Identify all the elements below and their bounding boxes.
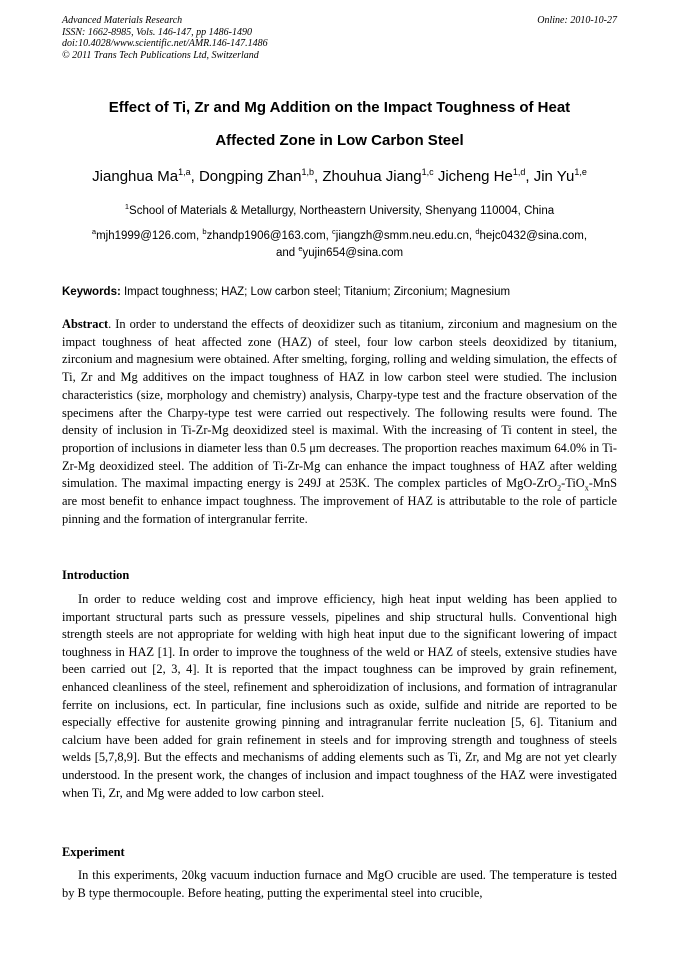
- affiliation: [62, 204, 617, 218]
- abstract-text: . In order to understand the effects of deoxidizer such as titanium, zirconium and magnesium on the impact toughness of heat affected zone (HAZ) of steel, four low carbon steels deoxidized by titanium, zirconium and magnesium were obtained. After smelting, forging, rolling and welding simulation, the effects of Ti, Zr and Mg additives on the impact toughness of HAZ in low carbon steel were studied. The inclusion characteristics (size, morphology and chemistry) analysis, Charpy-type test and the fracture observation of the specimens after the Charpy-type test were carried out respectively. The following results were found. The density of inclusion in Ti-Zr-Mg deoxidized steel is maximal. With the increasing of Ti content in steel, the proportion of inclusions in diameter less than 0.5 μm decreases. The proportion reaches maximum 64.0% in Ti-Zr-Mg deoxidized steel. The addition of Ti-Zr-Mg can enhance the impact toughness of HAZ after welding simulation. The maximal impacting energy is 249J at 253K. The complex particles of MgO-ZrO: [62, 317, 617, 491]
- keywords-label: Keywords:: [62, 286, 121, 298]
- paper-title: [62, 91, 617, 157]
- keywords-text: Impact toughness; HAZ; Low carbon steel; Titanium; Zirconium; Magnesium: [120, 286, 511, 298]
- abstract: [62, 316, 617, 528]
- journal-header: [62, 15, 617, 61]
- experiment-heading: Experiment: [62, 845, 125, 859]
- author-affiliation-mark: 1,d: [512, 167, 526, 177]
- email-address[interactable]: yujin654@sina.com: [302, 247, 404, 259]
- journal-name: Advanced Materials Research: [62, 15, 183, 26]
- author-name: Jin Yu: [533, 168, 575, 185]
- author-name: Dongping Zhan: [198, 168, 302, 185]
- author-affiliation-mark: 1,c: [421, 167, 434, 177]
- email-address[interactable]: jiangzh@smm.neu.edu.cn,: [335, 230, 476, 242]
- author-separator: ,: [314, 168, 323, 185]
- email-mark: b: [202, 227, 207, 237]
- abstract-subscript: x: [584, 483, 589, 493]
- email-address[interactable]: zhandp1906@163.com,: [206, 230, 333, 242]
- abstract-text: -TiO: [561, 476, 585, 491]
- author-separator: ,: [190, 168, 199, 185]
- abstract-subscript: 2: [557, 483, 562, 493]
- email-list: [62, 228, 617, 262]
- author-name: Jianghua Ma: [92, 168, 179, 185]
- author-name: Jicheng He: [437, 168, 513, 185]
- doi-link[interactable]: doi:10.4028/www.scientific.net/AMR.146-147.1486: [62, 38, 268, 49]
- introduction-heading: Introduction: [62, 568, 130, 582]
- introduction-paragraph: In order to reduce welding cost and improve efficiency, high heat input welding has been applied to important structural parts such as pressure vessels, pipelines and ship structural hulls. Conventional high strength steels are not appropriate for welding with high heat input due to the significant lowering of impact toughness in HAZ [1]. In order to improve the toughness of the weld or HAZ of steels, extensive studies have been carried out [2, 3, 4]. It is reported that the impact toughness can be improved by grain refinement, enhanced cleanliness of the steel, refinement and spheroidization of inclusions, and formation of intragranular ferrite on inclusions, ect. In particular, fine inclusions such as oxide, sulfide and nitride are reported to be especially effective for austenite growing pinning and intragranular ferrite nucleation [5, 6]. Titanium and calcium have been added for grain refinement in steels and for improving strength and toughness of steels welds [5,7,8,9]. But the effects and mechanisms of adding elements such as Ti, Zr, and Mg are not yet clearly understood. In the present work, the changes of inclusion and impact toughness of the HAZ were investigated when Ti, Zr, and Mg were added to low carbon steel.: [62, 592, 617, 800]
- online-date: Online: 2010-10-27: [537, 15, 617, 26]
- affiliation-text: School of Materials & Metallurgy, Northeastern University, Shenyang 110004, China: [129, 205, 555, 217]
- experiment-paragraph: In this experiments, 20kg vacuum induction furnace and MgO crucible are used. The temperature is tested by B type thermocouple. Before heating, putting the experimental steel into crucible,: [62, 868, 617, 900]
- email-mark: a: [91, 227, 97, 237]
- author-separator: ,: [525, 168, 534, 185]
- copyright-line: © 2011 Trans Tech Publications Ltd, Switzerland: [62, 49, 259, 61]
- email-mark: e: [298, 244, 303, 254]
- email-mark: d: [475, 227, 480, 237]
- abstract-label: Abstract: [62, 317, 109, 331]
- issn-line: ISSN: 1662-8985, Vols. 146-147, pp 1486-1490: [62, 26, 252, 38]
- author-affiliation-mark: 1,e: [574, 167, 587, 177]
- author-affiliation-mark: 1,b: [301, 167, 315, 177]
- email-mark: c: [332, 227, 336, 237]
- keywords: [62, 285, 617, 299]
- abstract-text: -MnS are most benefit to enhance impact toughness. The improvement of HAZ is attributable to the role of particle pinning and the formation of intergranular ferrite.: [62, 476, 617, 526]
- email-address[interactable]: hejc0432@sina.com,: [479, 230, 588, 242]
- author-list: [62, 167, 617, 187]
- email-and: and: [275, 247, 299, 259]
- affiliation-mark: 1: [124, 202, 130, 212]
- title-line-2: Affected Zone in Low Carbon Steel: [215, 132, 464, 149]
- author-affiliation-mark: 1,a: [178, 167, 191, 177]
- author-name: Zhouhua Jiang: [322, 168, 422, 185]
- email-address[interactable]: mjh1999@126.com,: [96, 230, 203, 242]
- title-line-1: Effect of Ti, Zr and Mg Addition on the Impact Toughness of Heat: [108, 99, 571, 116]
